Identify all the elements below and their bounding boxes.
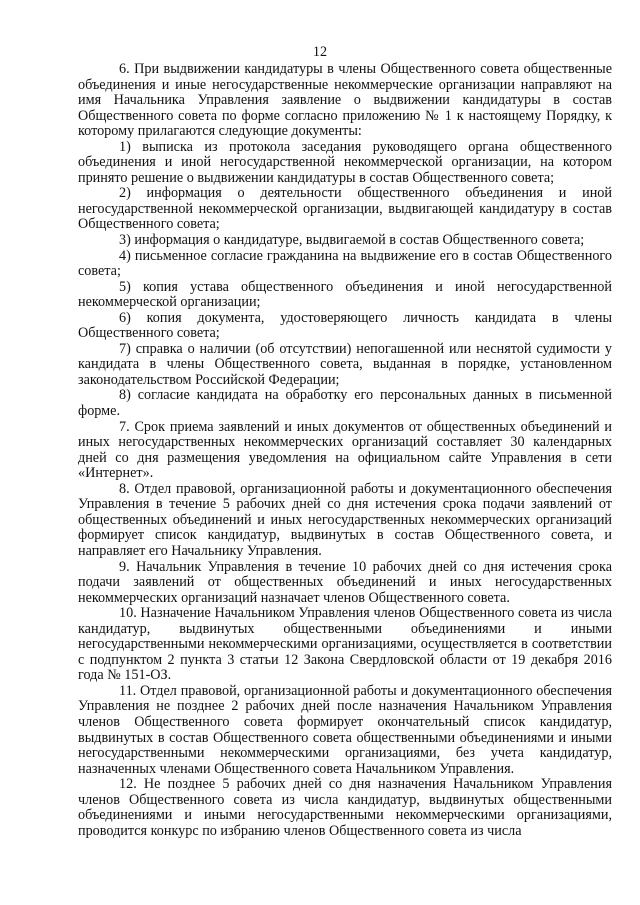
paragraph-subitem-4: 4) письменное согласие гражданина на выдвижение его в состав Общественного совета;	[78, 247, 612, 280]
paragraph-subitem-6: 6) копия документа, удостоверяющего личность кандидата в члены Общественного совета;	[78, 309, 612, 342]
document-body	[78, 62, 612, 839]
paragraph-item-11: 11. Отдел правовой, организационной работы и документационного обеспечения Управления не позднее 2 рабочих дней после назначения Начальником Управления членов Общественного совета формирует окончательный список кандидатур, выдвинутых в состав Общественного совета общественными объединениями и иными негосударственными некоммерческими организациями, без учета кандидатур, назначенных членами Общественного совета Начальником Управления.	[78, 682, 612, 777]
paragraph-subitem-8: 8) согласие кандидата на обработку его персональных данных в письменной форме.	[78, 387, 612, 420]
paragraph-item-9: 9. Начальник Управления в течение 10 рабочих дней со дня истечения срока подачи заявлений от общественных объединений и иных негосударственных некоммерческих организаций назначает членов Общественного совета.	[78, 558, 612, 606]
paragraph-subitem-2: 2) информация о деятельности общественного объединения и иной негосударственной некоммерческой организации, выдвигающей кандидатуру в состав Общественного совета;	[78, 185, 612, 233]
paragraph-subitem-3: 3) информация о кандидатуре, выдвигаемой в состав Общественного совета;	[119, 232, 585, 249]
page-number: 12	[312, 44, 328, 60]
paragraph-subitem-7: 7) справка о наличии (об отсутствии) непогашенной или неснятой судимости у кандидата в члены Общественного совета, выданная в порядке, установленном законодательством Российской Федерации;	[78, 340, 612, 388]
paragraph-item-12: 12. Не позднее 5 рабочих дней со дня назначения Начальником Управления членов Общественного совета из числа кандидатур, выдвинутых общественными объединениями и иными негосударственными некоммерческими организациями, проводится конкурс по избранию членов Общественного совета из числа	[78, 776, 612, 839]
paragraph-item-7: 7. Срок приема заявлений и иных документов от общественных объединений и иных негосударственных некоммерческих организаций составляет 30 календарных дней со дня размещения уведомления на официальном сайте Управления в сети «Интернет».	[78, 418, 612, 482]
paragraph-item-6: 6. При выдвижении кандидатуры в члены Общественного совета общественные объединения и иные негосударственные некоммерческие организации направляют на имя Начальника Управления заявление о выдвижении кандидатуры в состав Общественного совета по форме согласно приложению № 1 к настоящему Порядку, к которому прилагаются следующие документы:	[78, 61, 612, 140]
paragraph-subitem-1: 1) выписка из протокола заседания руководящего органа общественного объединения и иной негосударственной некоммерческой организации, на котором принято решение о выдвижении кандидатуры в состав Общественного совета;	[78, 138, 612, 186]
paragraph-item-8: 8. Отдел правовой, организационной работы и документационного обеспечения Управления в течение 5 рабочих дней со дня истечения срока подачи заявлений от общественных объединений и иных негосударственных некоммерческих организаций формирует список кандидатур, выдвинутых в состав Общественного совета, и направляет его Начальнику Управления.	[78, 480, 612, 559]
paragraph-subitem-5: 5) копия устава общественного объединения и иной негосударственной некоммерческой организации;	[78, 278, 612, 311]
paragraph-item-10: 10. Назначение Начальником Управления членов Общественного совета из числа кандидатур, выдвинутых общественными объединениями и иными негосударственными некоммерческими организациями, осуществляется в соответствии с подпунктом 2 пункта 3 статьи 12 Закона Свердловской области от 19 декабря 2016 года № 151-ОЗ.	[78, 605, 612, 684]
